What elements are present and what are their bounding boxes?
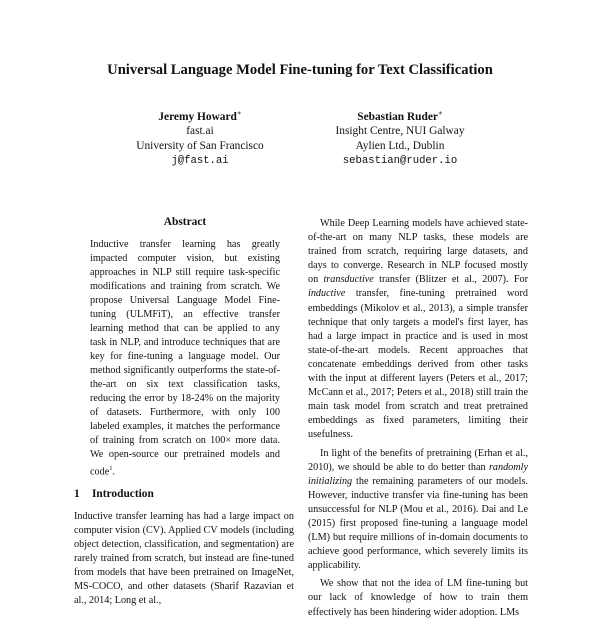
footnote-marker[interactable]: 1 [109,465,113,472]
section-title: Introduction [92,488,154,500]
introduction-text: Inductive transfer learning has had a large impact on computer vision (CV). Applied CV models (including object detection, classification, and segmentation) are rarely trained from scratch, but instead are fine-tuned from models that have been pretrained on ImageNet, MS-COCO, and other datasets (Sharif Razavian et al., 2014; Long et al., [74,511,294,606]
paragraph: While Deep Learning models have achieved state-of-the-art on many NLP tasks, these models are trained from scratch, requiring large datasets, and days to converge. Research in NLP focused mostly on transductive transfer (Blitzer et al., 2007). For inductive transfer, fine-tuning pretrained word embeddings (Mikolov et al., 2013), a simple transfer technique that only targets a model's first layer, has had a large impact in practice and is used in most state-of-the-art models. Recent approaches that concatenate embeddings derived from other tasks with the input at different layers (Peters et al., 2017; McCann et al., 2017; Peters et al., 2018) still train the main task model from scratch and treat pretrained embeddings as fixed parameters, limiting their usefulness. [308,218,528,441]
author-name: Jeremy Howard∗ [158,109,242,123]
author-block-2 [300,106,500,168]
section-number: 1 [74,488,80,500]
right-column-body [308,217,528,618]
paragraph: In light of the benefits of pretraining (Erhan et al., 2010), we should be able to do better than randomly initializing the remaining parameters of our models. However, inductive transfer via fine-tuning has been unsuccessful for NLP (Mou et al., 2016). Dai and Le (2015) first proposed fine-tuning a language model (LM) but require millions of in-domain documents to achieve good performance, which severely limits its applicability. [308,447,528,572]
author-block-1 [100,106,300,168]
author-email[interactable]: j@fast.ai [171,154,229,167]
author-affiliation: fast.ai [186,125,214,138]
abstract-text: Inductive transfer learning has greatly impacted computer vision, but existing approaches in NLP still require task-specific modifications and training from scratch. We propose Universal Language Model Fine-tuning (ULMFiT), an effective transfer learning method that can be applied to any task in NLP, and introduce techniques that are key for fine-tuning a language model. Our method significantly outperforms the state-of-the-art on six text classification tasks, reducing the error by 18-24% on the majority of datasets. Furthermore, with only 100 labeled examples, it matches the performance of training from scratch on 100× more data. We open-source our pretrained models and code$^1$. [90,239,280,478]
author-affiliation: University of San Francisco [136,139,264,152]
abstract-heading: Abstract [163,216,207,228]
paragraph: We show that not the idea of LM fine-tuning but our lack of knowledge of how to train them effectively has been hindering wider adoption. LMs [308,578,528,618]
author-name: Sebastian Ruder∗ [357,109,443,123]
author-mark: ∗ [437,109,443,117]
section-heading-introduction [74,488,294,500]
paper-title: Universal Language Model Fine-tuning for Text Classification [107,62,493,78]
author-mark: ∗ [236,109,242,117]
author-affiliation: Aylien Ltd., Dublin [355,139,445,152]
author-email[interactable]: sebastian@ruder.io [342,154,458,167]
author-affiliation: Insight Centre, NUI Galway [335,125,465,138]
